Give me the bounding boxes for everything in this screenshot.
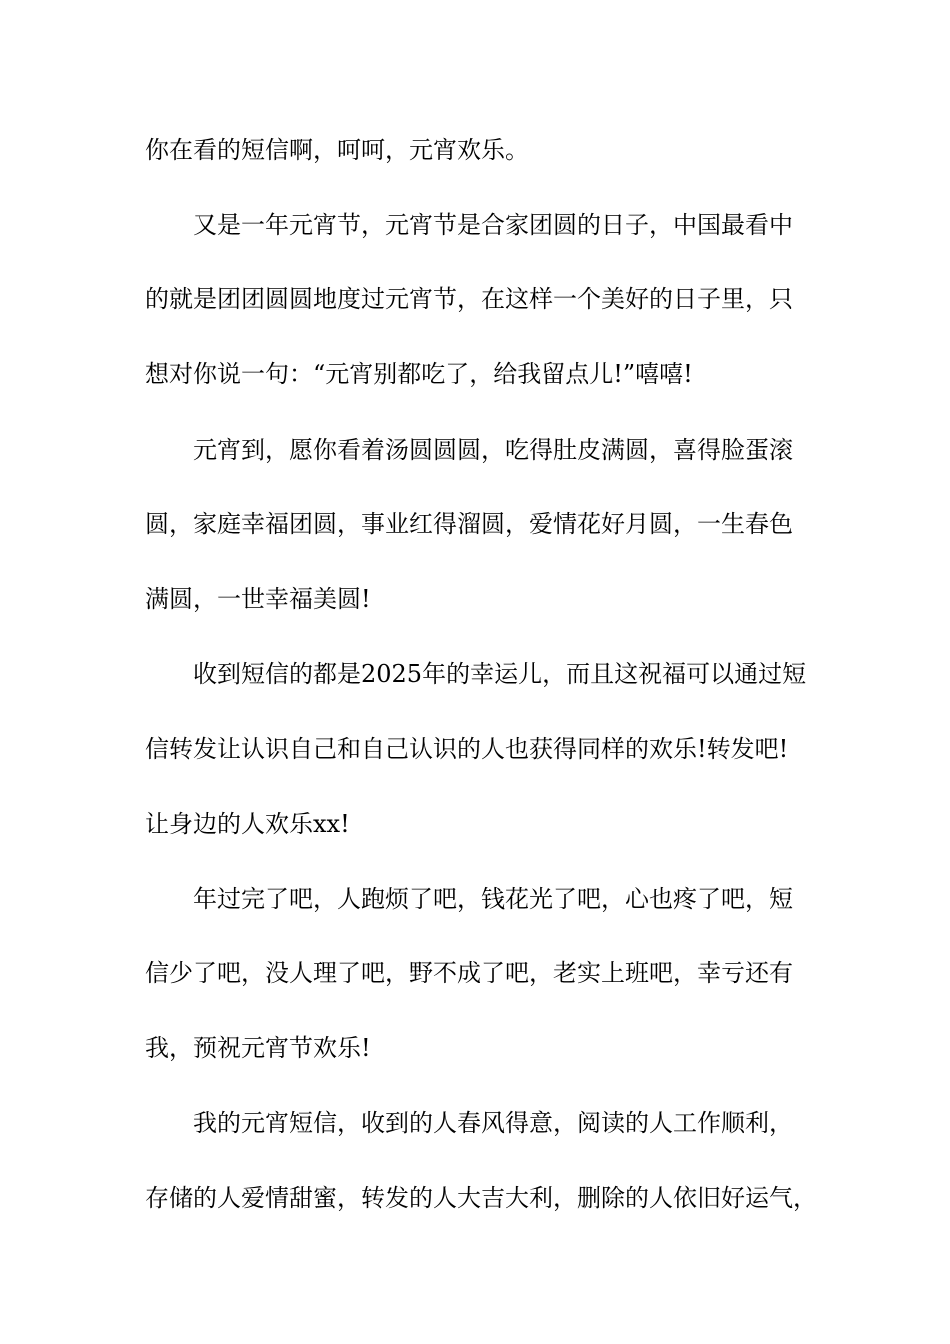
text-line: 我，预祝元宵节欢乐!: [145, 1034, 371, 1062]
text-line: 想对你说一句：“元宵别都吃了，给我留点儿!”嘻嘻!: [145, 360, 693, 388]
text-line: 信少了吧，没人理了吧，野不成了吧，老实上班吧，幸亏还有: [145, 959, 793, 987]
text-line: 满圆，一世幸福美圆!: [145, 585, 371, 613]
text-line: 信转发让认识自己和自己认识的人也获得同样的欢乐!转发吧!: [145, 735, 789, 763]
paragraph-start-line: 收到短信的都是2025年的幸运儿，而且这祝福可以通过短: [193, 660, 807, 688]
text-line: 的就是团团圆圆地度过元宵节，在这样一个美好的日子里，只: [145, 285, 793, 313]
paragraph-start-line: 我的元宵短信，收到的人春风得意，阅读的人工作顺利，: [193, 1109, 793, 1137]
text-line: 存储的人爱情甜蜜，转发的人大吉大利，删除的人依旧好运气，: [145, 1184, 817, 1212]
paragraph-start-line: 又是一年元宵节，元宵节是合家团圆的日子，中国最看中: [193, 211, 793, 239]
paragraph-start-line: 年过完了吧，人跑烦了吧，钱花光了吧，心也疼了吧，短: [193, 885, 793, 913]
text-line: 圆，家庭幸福团圆，事业红得溜圆，爱情花好月圆，一生春色: [145, 510, 793, 538]
paragraph-start-line: 元宵到，愿你看着汤圆圆圆，吃得肚皮满圆，喜得脸蛋滚: [193, 436, 793, 464]
text-line: 你在看的短信啊，呵呵，元宵欢乐。: [145, 136, 529, 164]
text-line: 让身边的人欢乐xx!: [145, 810, 350, 838]
